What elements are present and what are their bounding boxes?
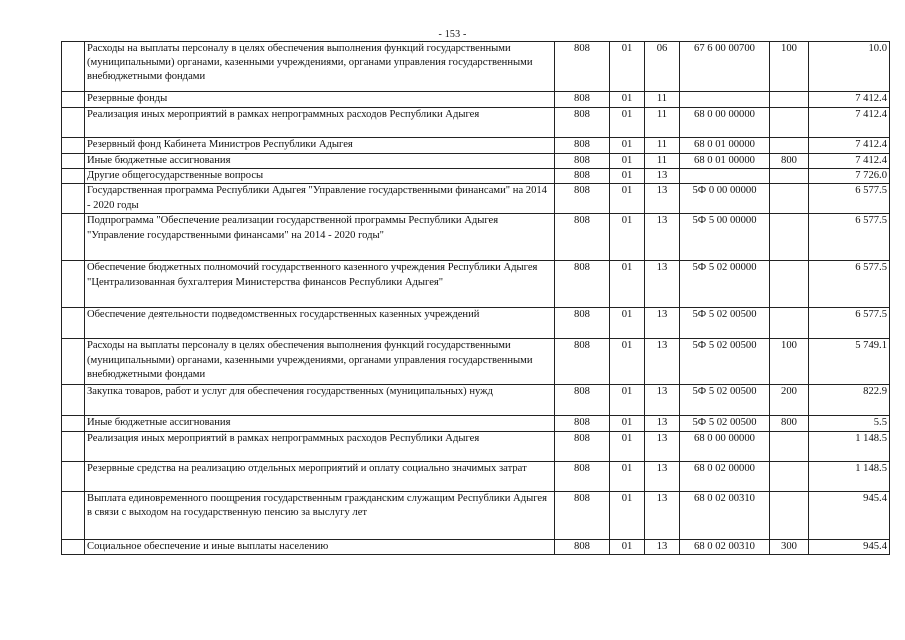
- row-marker-cell: [62, 261, 85, 308]
- row-name-cell: Государственная программа Республики Адыгея "Управление государственными финансами" на 2014 - 2020 годы: [85, 184, 555, 214]
- row-ved-cell: 808: [555, 184, 610, 214]
- row-vr-cell: [770, 92, 809, 108]
- table-row: [62, 416, 890, 431]
- row-pr-cell: 11: [645, 108, 680, 138]
- row-ved-cell: 808: [555, 42, 610, 92]
- row-marker-cell: [62, 539, 85, 554]
- row-ved-cell: 808: [555, 308, 610, 339]
- row-sum-cell: 945.4: [809, 539, 890, 554]
- row-rz-cell: 01: [610, 42, 645, 92]
- row-pr-cell: 13: [645, 461, 680, 491]
- row-rz-cell: 01: [610, 491, 645, 539]
- row-rz-cell: 01: [610, 261, 645, 308]
- row-ved-cell: 808: [555, 339, 610, 385]
- table-row: [62, 308, 890, 339]
- row-name-cell: Обеспечение бюджетных полномочий государственного казенного учреждения Республики Адыгея "Централизованная бухгалтерия Министерства финансов Республики Адыгея": [85, 261, 555, 308]
- row-csr-cell: 5Ф 5 00 00000: [680, 214, 770, 261]
- row-rz-cell: 01: [610, 339, 645, 385]
- row-rz-cell: 01: [610, 92, 645, 108]
- row-sum-cell: 6 577.5: [809, 261, 890, 308]
- row-name-cell: Реализация иных мероприятий в рамках непрограммных расходов Республики Адыгея: [85, 431, 555, 461]
- row-rz-cell: 01: [610, 385, 645, 416]
- row-marker-cell: [62, 461, 85, 491]
- row-vr-cell: [770, 261, 809, 308]
- budget-table: [61, 41, 890, 555]
- row-vr-cell: 800: [770, 154, 809, 169]
- row-pr-cell: 11: [645, 154, 680, 169]
- row-sum-cell: 6 577.5: [809, 184, 890, 214]
- row-marker-cell: [62, 491, 85, 539]
- row-csr-cell: 68 0 00 00000: [680, 108, 770, 138]
- row-vr-cell: 800: [770, 416, 809, 431]
- row-marker-cell: [62, 416, 85, 431]
- row-pr-cell: 11: [645, 92, 680, 108]
- row-pr-cell: 13: [645, 539, 680, 554]
- row-csr-cell: 5Ф 5 02 00000: [680, 261, 770, 308]
- row-sum-cell: 6 577.5: [809, 214, 890, 261]
- row-pr-cell: 13: [645, 184, 680, 214]
- row-sum-cell: 1 148.5: [809, 431, 890, 461]
- table-row: [62, 92, 890, 108]
- row-ved-cell: 808: [555, 539, 610, 554]
- row-name-cell: Резервный фонд Кабинета Министров Республики Адыгея: [85, 138, 555, 154]
- row-marker-cell: [62, 308, 85, 339]
- row-vr-cell: [770, 491, 809, 539]
- table-row: [62, 385, 890, 416]
- row-ved-cell: 808: [555, 92, 610, 108]
- row-pr-cell: 13: [645, 491, 680, 539]
- row-name-cell: Социальное обеспечение и иные выплаты населению: [85, 539, 555, 554]
- row-ved-cell: 808: [555, 169, 610, 184]
- row-name-cell: Закупка товаров, работ и услуг для обеспечения государственных (муниципальных) нужд: [85, 385, 555, 416]
- row-pr-cell: 13: [645, 416, 680, 431]
- row-ved-cell: 808: [555, 214, 610, 261]
- row-pr-cell: 13: [645, 339, 680, 385]
- row-ved-cell: 808: [555, 461, 610, 491]
- row-rz-cell: 01: [610, 108, 645, 138]
- row-rz-cell: 01: [610, 416, 645, 431]
- row-csr-cell: 68 0 02 00310: [680, 539, 770, 554]
- row-vr-cell: [770, 108, 809, 138]
- row-vr-cell: [770, 461, 809, 491]
- row-sum-cell: 7 412.4: [809, 108, 890, 138]
- row-csr-cell: 67 6 00 00700: [680, 42, 770, 92]
- row-marker-cell: [62, 138, 85, 154]
- row-name-cell: Выплата единовременного поощрения государственным гражданским служащим Республики Адыгея в связи с выходом на государственную пенсию за выслугу лет: [85, 491, 555, 539]
- table-row: [62, 431, 890, 461]
- row-pr-cell: 13: [645, 214, 680, 261]
- row-csr-cell: 68 0 02 00000: [680, 461, 770, 491]
- table-row: [62, 214, 890, 261]
- row-rz-cell: 01: [610, 214, 645, 261]
- row-ved-cell: 808: [555, 108, 610, 138]
- row-name-cell: Иные бюджетные ассигнования: [85, 416, 555, 431]
- row-marker-cell: [62, 92, 85, 108]
- row-vr-cell: 200: [770, 385, 809, 416]
- budget-table-body: [62, 42, 890, 555]
- row-sum-cell: 7 726.0: [809, 169, 890, 184]
- row-sum-cell: 6 577.5: [809, 308, 890, 339]
- row-name-cell: Обеспечение деятельности подведомственных государственных казенных учреждений: [85, 308, 555, 339]
- row-csr-cell: 5Ф 5 02 00500: [680, 385, 770, 416]
- table-row: [62, 491, 890, 539]
- row-vr-cell: [770, 138, 809, 154]
- row-vr-cell: 300: [770, 539, 809, 554]
- row-marker-cell: [62, 42, 85, 92]
- row-csr-cell: 68 0 02 00310: [680, 491, 770, 539]
- table-row: [62, 461, 890, 491]
- row-vr-cell: [770, 431, 809, 461]
- row-rz-cell: 01: [610, 461, 645, 491]
- row-rz-cell: 01: [610, 431, 645, 461]
- row-pr-cell: 13: [645, 308, 680, 339]
- row-sum-cell: 1 148.5: [809, 461, 890, 491]
- page-number: - 153 -: [438, 29, 467, 40]
- row-vr-cell: [770, 184, 809, 214]
- row-vr-cell: 100: [770, 339, 809, 385]
- row-sum-cell: 10.0: [809, 42, 890, 92]
- row-vr-cell: [770, 169, 809, 184]
- row-name-cell: Резервные средства на реализацию отдельных мероприятий и оплату социально значимых затрат: [85, 461, 555, 491]
- row-vr-cell: [770, 214, 809, 261]
- row-rz-cell: 01: [610, 154, 645, 169]
- row-sum-cell: 7 412.4: [809, 92, 890, 108]
- row-ved-cell: 808: [555, 385, 610, 416]
- row-marker-cell: [62, 385, 85, 416]
- row-vr-cell: [770, 308, 809, 339]
- row-name-cell: Расходы на выплаты персоналу в целях обеспечения выполнения функций государственными (муниципальными) органами, казенными учреждениями, органами управления государственными внебюджетными фондами: [85, 339, 555, 385]
- row-marker-cell: [62, 169, 85, 184]
- row-ved-cell: 808: [555, 138, 610, 154]
- row-sum-cell: 945.4: [809, 491, 890, 539]
- row-ved-cell: 808: [555, 154, 610, 169]
- row-marker-cell: [62, 108, 85, 138]
- row-csr-cell: 5Ф 5 02 00500: [680, 308, 770, 339]
- row-rz-cell: 01: [610, 184, 645, 214]
- table-row: [62, 339, 890, 385]
- row-sum-cell: 822.9: [809, 385, 890, 416]
- table-row: [62, 261, 890, 308]
- row-name-cell: Резервные фонды: [85, 92, 555, 108]
- row-vr-cell: 100: [770, 42, 809, 92]
- row-marker-cell: [62, 431, 85, 461]
- row-marker-cell: [62, 184, 85, 214]
- row-sum-cell: 7 412.4: [809, 138, 890, 154]
- row-csr-cell: [680, 92, 770, 108]
- row-pr-cell: 13: [645, 385, 680, 416]
- table-row: [62, 184, 890, 214]
- table-row: [62, 108, 890, 138]
- row-pr-cell: 13: [645, 169, 680, 184]
- row-sum-cell: 5.5: [809, 416, 890, 431]
- table-row: [62, 42, 890, 92]
- row-name-cell: Другие общегосударственные вопросы: [85, 169, 555, 184]
- row-ved-cell: 808: [555, 431, 610, 461]
- row-rz-cell: 01: [610, 539, 645, 554]
- row-pr-cell: 11: [645, 138, 680, 154]
- row-sum-cell: 5 749.1: [809, 339, 890, 385]
- row-name-cell: Подпрограмма "Обеспечение реализации государственной программы Республики Адыгея "Управление государственными финансами" на 2014 - 2020 годы": [85, 214, 555, 261]
- row-marker-cell: [62, 339, 85, 385]
- table-row: [62, 154, 890, 169]
- row-pr-cell: 13: [645, 261, 680, 308]
- row-rz-cell: 01: [610, 308, 645, 339]
- row-ved-cell: 808: [555, 491, 610, 539]
- table-row: [62, 169, 890, 184]
- row-ved-cell: 808: [555, 261, 610, 308]
- row-rz-cell: 01: [610, 138, 645, 154]
- row-name-cell: Иные бюджетные ассигнования: [85, 154, 555, 169]
- row-marker-cell: [62, 154, 85, 169]
- row-csr-cell: 68 0 01 00000: [680, 154, 770, 169]
- row-pr-cell: 13: [645, 431, 680, 461]
- table-row: [62, 539, 890, 554]
- row-csr-cell: 68 0 01 00000: [680, 138, 770, 154]
- row-csr-cell: 68 0 00 00000: [680, 431, 770, 461]
- row-sum-cell: 7 412.4: [809, 154, 890, 169]
- row-csr-cell: [680, 169, 770, 184]
- row-marker-cell: [62, 214, 85, 261]
- row-pr-cell: 06: [645, 42, 680, 92]
- row-csr-cell: 5Ф 5 02 00500: [680, 416, 770, 431]
- row-csr-cell: 5Ф 5 02 00500: [680, 339, 770, 385]
- row-name-cell: Расходы на выплаты персоналу в целях обеспечения выполнения функций государственными (муниципальными) органами, казенными учреждениями, органами управления государственными внебюджетными фондами: [85, 42, 555, 92]
- table-row: [62, 138, 890, 154]
- row-rz-cell: 01: [610, 169, 645, 184]
- row-csr-cell: 5Ф 0 00 00000: [680, 184, 770, 214]
- row-name-cell: Реализация иных мероприятий в рамках непрограммных расходов Республики Адыгея: [85, 108, 555, 138]
- row-ved-cell: 808: [555, 416, 610, 431]
